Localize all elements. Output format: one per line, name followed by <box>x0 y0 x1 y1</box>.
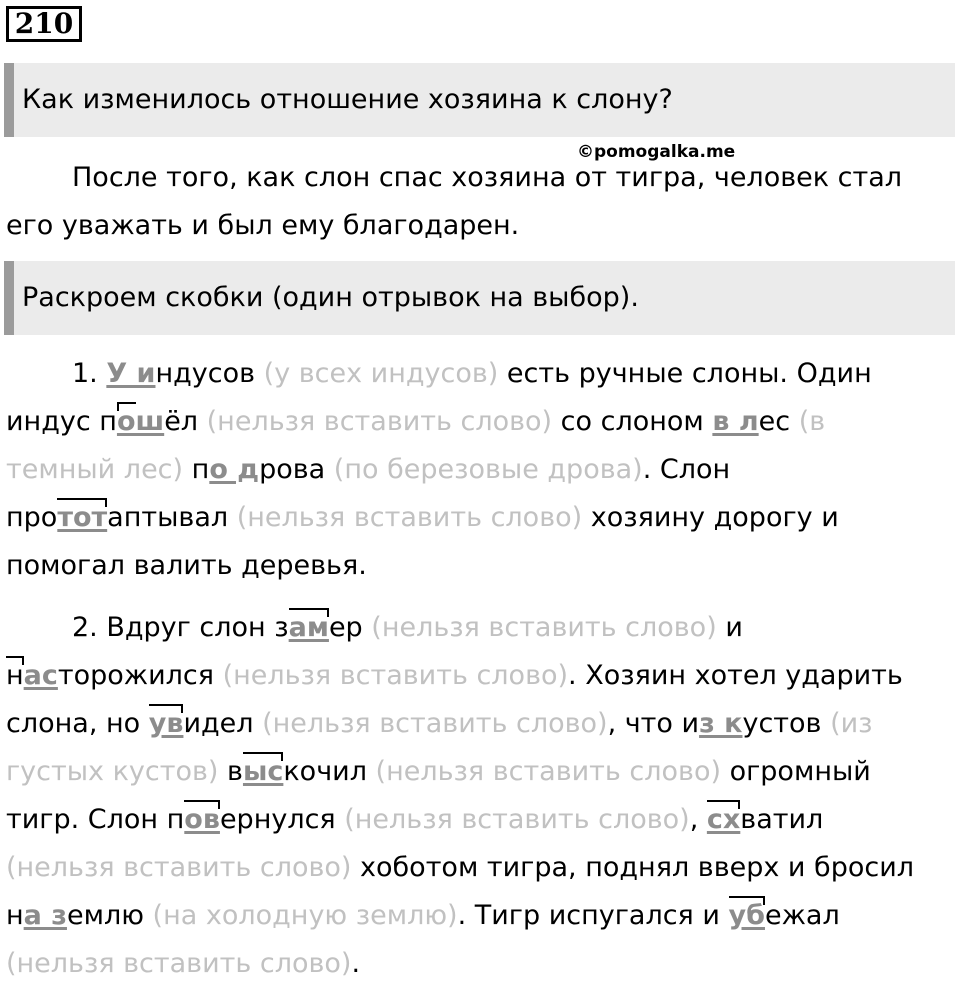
text-line: После того, как слон спас хозяина от тигра, человек стал <box>72 162 902 193</box>
text: . Хозяин хотел ударить <box>568 660 903 691</box>
text: и <box>716 612 743 643</box>
prefix-highlight: з к <box>699 708 743 739</box>
bracket-note: (у всех индусов) <box>263 358 499 389</box>
question-banner <box>4 63 955 137</box>
bracket-note: (по березовые дрова) <box>333 454 643 485</box>
bracket-note: (нельзя вставить слово) <box>236 502 583 533</box>
text-line <box>6 446 954 494</box>
text-line <box>6 350 954 398</box>
answer-paragraph <box>6 154 954 250</box>
text-line <box>6 796 954 844</box>
text-line <box>6 652 954 700</box>
prefix-highlight: ш <box>135 406 165 437</box>
text: ндусов <box>155 358 264 389</box>
prefix-mark: н <box>6 652 24 700</box>
text: ежал <box>764 900 840 931</box>
bracket-note: (на холодную землю) <box>152 900 458 931</box>
text-line <box>6 604 954 652</box>
bracket-note: (нельзя вставить слово) <box>222 660 569 691</box>
text: . Тигр испугался и <box>457 900 729 931</box>
text: рова <box>259 454 334 485</box>
text-line <box>6 940 954 988</box>
text-line <box>6 700 954 748</box>
prefix-highlight: о <box>117 398 136 446</box>
prefix-highlight: У и <box>106 358 156 389</box>
text-line <box>6 398 954 446</box>
text: аптывал <box>107 502 237 533</box>
prefix-highlight: а з <box>23 900 67 931</box>
question-text: Как изменилось отношение хозяина к слону? <box>22 84 673 115</box>
text: со слоном <box>552 406 713 437</box>
excerpt-2 <box>6 604 954 988</box>
prefix-highlight: ов <box>184 796 220 844</box>
text: . <box>351 948 361 979</box>
text: емлю <box>66 900 153 931</box>
bracket-note: густых кустов) <box>6 756 219 787</box>
text-line <box>6 844 954 892</box>
bracket-note: темный лес) <box>6 454 184 485</box>
text: . Слон <box>642 454 731 485</box>
text: торожился <box>57 660 223 691</box>
text: слона, но <box>6 708 149 739</box>
text: есть ручные слоны. Один <box>498 358 872 389</box>
text: ес <box>758 406 799 437</box>
prefix-highlight: ам <box>289 604 329 652</box>
text: хоботом тигра, поднял вверх и бросил <box>351 852 915 883</box>
bracket-note: (в <box>798 406 826 437</box>
text: огромный <box>721 756 871 787</box>
text: про <box>6 502 58 533</box>
bracket-note: (нельзя вставить слово) <box>262 708 608 739</box>
text-line <box>6 494 954 542</box>
text-line: помогал валить деревья. <box>6 550 367 581</box>
text-line <box>6 748 954 796</box>
task-banner <box>4 261 955 335</box>
text: ёл <box>164 406 207 437</box>
text: идел <box>183 708 263 739</box>
text: устов <box>742 708 831 739</box>
prefix-highlight: о д <box>209 454 260 485</box>
prefix-highlight: сх <box>707 796 740 844</box>
bracket-note: (нельзя вставить слово) <box>371 612 717 643</box>
text: тигр. Слон п <box>6 804 185 835</box>
text-line: его уважать и был ему благодарен. <box>6 210 520 241</box>
bracket-note: (нельзя вставить слово) <box>6 948 352 979</box>
text: , <box>689 804 707 835</box>
bracket-note: (из <box>830 708 873 739</box>
text: , что и <box>607 708 700 739</box>
text: индус п <box>6 406 117 437</box>
bracket-note: (нельзя вставить слово) <box>344 804 690 835</box>
task-text: Раскроем скобки (один отрывок на выбор). <box>22 282 639 313</box>
prefix-highlight: в л <box>712 406 759 437</box>
text: хозяину дорогу и <box>582 502 839 533</box>
prefix-highlight: ыс <box>243 748 283 796</box>
text: ватил <box>740 804 824 835</box>
prefix-highlight: ас <box>23 660 58 691</box>
text: п <box>183 454 210 485</box>
prefix-highlight: уб <box>729 892 765 940</box>
text: в <box>218 756 243 787</box>
text: 2. Вдруг слон з <box>72 612 289 643</box>
prefix-highlight: ув <box>149 700 184 748</box>
excerpt-1 <box>6 350 954 590</box>
text: 1. <box>72 358 107 389</box>
text: н <box>6 900 24 931</box>
prefix-highlight: тот <box>57 494 107 542</box>
watermark: ©pomogalka.me <box>577 142 736 162</box>
text-line <box>6 892 954 940</box>
bracket-note: (нельзя вставить слово) <box>6 852 352 883</box>
bracket-note: (нельзя вставить слово) <box>206 406 553 437</box>
exercise-number: 210 <box>6 6 82 42</box>
text: кочил <box>283 756 376 787</box>
text: ер <box>328 612 372 643</box>
text: ернулся <box>219 804 345 835</box>
bracket-note: (нельзя вставить слово) <box>375 756 721 787</box>
